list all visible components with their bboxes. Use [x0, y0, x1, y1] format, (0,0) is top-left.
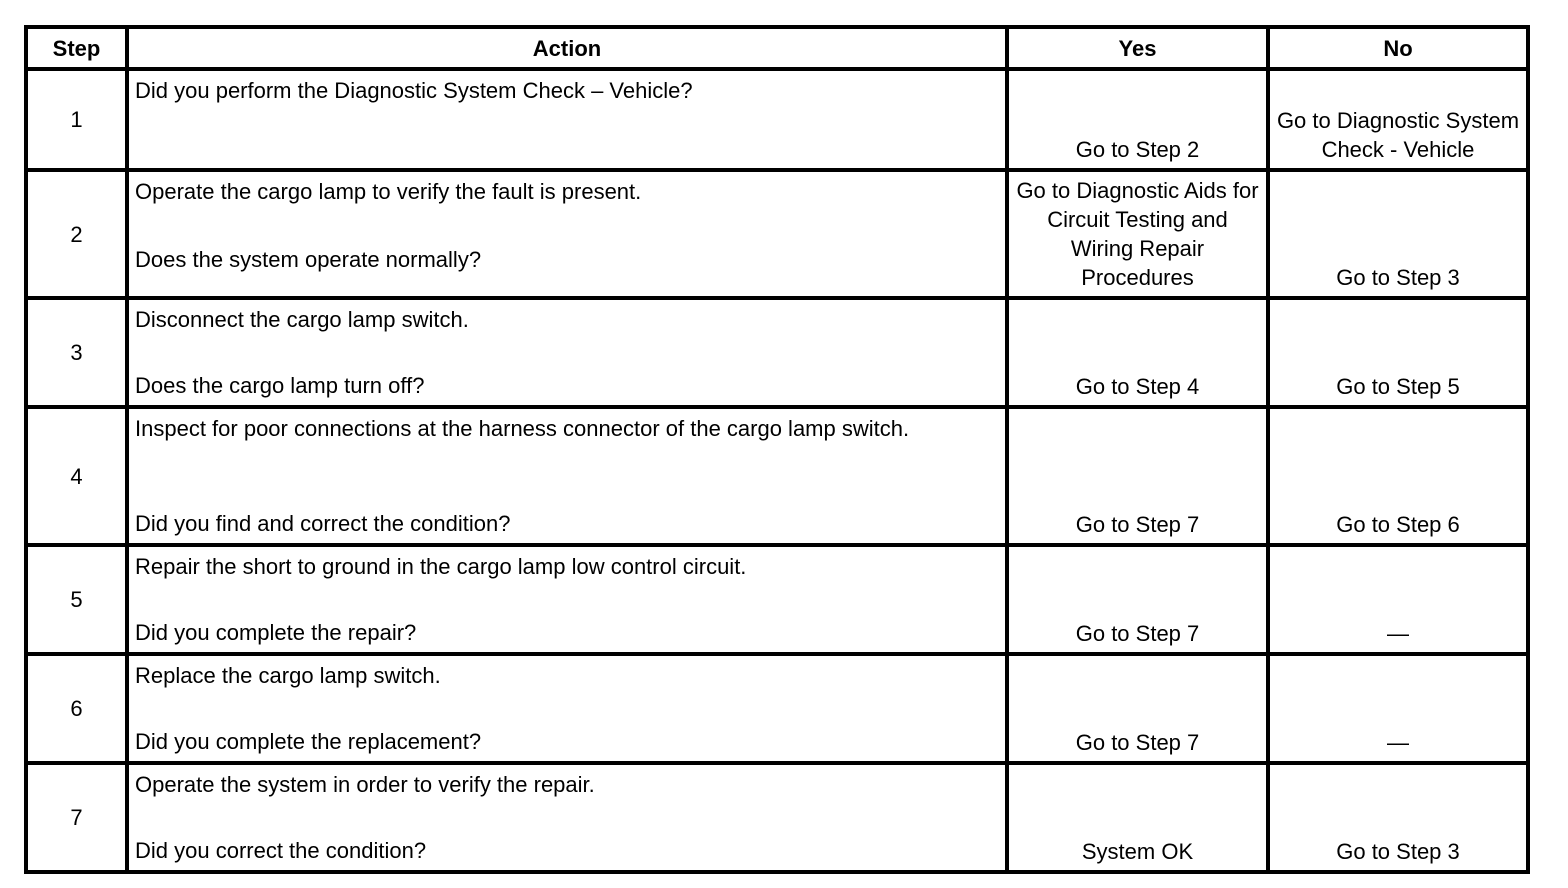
header-no: No: [1268, 27, 1528, 69]
header-row: [26, 27, 1528, 69]
action-question: Did you correct the condition?: [135, 838, 427, 863]
no-cell: Go to Diagnostic System Check - Vehicle: [1268, 69, 1528, 170]
step-number: 6: [26, 654, 127, 763]
no-cell: Go to Step 3: [1268, 170, 1528, 298]
action-question: Did you complete the replacement?: [135, 729, 482, 754]
step-number: 2: [26, 170, 127, 298]
yes-cell: Go to Step 7: [1007, 654, 1268, 763]
table-row: [26, 654, 1528, 763]
table-row: [26, 407, 1528, 545]
action-question: Did you find and correct the condition?: [135, 511, 511, 536]
step-number: 1: [26, 69, 127, 170]
yes-cell: Go to Step 4: [1007, 298, 1268, 407]
action-text: Operate the system in order to verify the repair.: [135, 772, 595, 797]
no-cell: Go to Step 5: [1268, 298, 1528, 407]
action-text: Operate the cargo lamp to verify the fault is present.: [135, 179, 642, 204]
header-step: Step: [26, 27, 127, 69]
no-cell: Go to Step 3: [1268, 763, 1528, 872]
action-question: Did you complete the repair?: [135, 620, 417, 645]
table-row: [26, 170, 1528, 298]
yes-cell: Go to Step 7: [1007, 407, 1268, 545]
header-yes: Yes: [1007, 27, 1268, 69]
no-cell: —: [1268, 654, 1528, 763]
diagnostic-table: [24, 25, 1530, 874]
action-cell: [127, 654, 1007, 763]
action-question: Does the system operate normally?: [135, 247, 482, 272]
step-number: 3: [26, 298, 127, 407]
no-cell: —: [1268, 545, 1528, 654]
step-number: 5: [26, 545, 127, 654]
yes-cell: Go to Step 2: [1007, 69, 1268, 170]
yes-cell: Go to Diagnostic Aids for Circuit Testing and Wiring Repair Procedures: [1007, 170, 1268, 298]
table-row: [26, 545, 1528, 654]
step-number: 7: [26, 763, 127, 872]
yes-cell: Go to Step 7: [1007, 545, 1268, 654]
table-row: [26, 298, 1528, 407]
action-text: Inspect for poor connections at the harness connector of the cargo lamp switch.: [135, 416, 910, 441]
table-row: [26, 69, 1528, 170]
action-cell: [127, 763, 1007, 872]
action-text: Replace the cargo lamp switch.: [135, 663, 441, 688]
action-text: Did you perform the Diagnostic System Check – Vehicle?: [135, 78, 693, 103]
action-cell: [127, 298, 1007, 407]
action-text: Disconnect the cargo lamp switch.: [135, 307, 469, 332]
action-cell: [127, 170, 1007, 298]
header-action: Action: [127, 27, 1007, 69]
action-text: Repair the short to ground in the cargo lamp low control circuit.: [135, 554, 747, 579]
no-cell: Go to Step 6: [1268, 407, 1528, 545]
yes-cell: System OK: [1007, 763, 1268, 872]
action-question: Does the cargo lamp turn off?: [135, 373, 425, 398]
action-cell: [127, 407, 1007, 545]
action-cell: [127, 69, 1007, 170]
step-number: 4: [26, 407, 127, 545]
action-cell: [127, 545, 1007, 654]
table-row: [26, 763, 1528, 872]
